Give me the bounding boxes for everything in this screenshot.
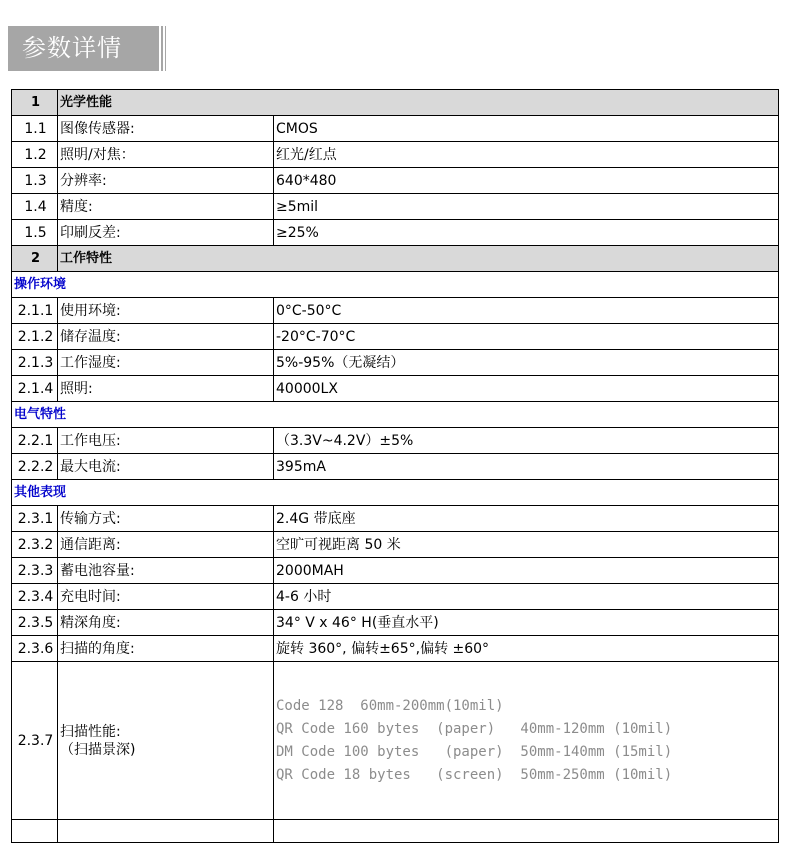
- row-number: 1.2: [12, 142, 58, 168]
- row-value: [274, 662, 779, 820]
- row-value: 2000MAH: [274, 558, 779, 584]
- spec-table: [11, 89, 779, 843]
- table-row: [12, 298, 779, 324]
- table-row: [12, 194, 779, 220]
- row-number: 1.5: [12, 220, 58, 246]
- scan-sublabel: （扫描景深): [60, 741, 136, 758]
- row-value: [274, 820, 779, 843]
- row-number: 2.1.1: [12, 298, 58, 324]
- row-value: CMOS: [274, 116, 779, 142]
- table-row: [12, 350, 779, 376]
- row-label: 工作湿度:: [58, 350, 274, 376]
- row-value: 40000LX: [274, 376, 779, 402]
- table-row-scan-performance: [12, 662, 779, 820]
- row-label: 传输方式:: [58, 506, 274, 532]
- scan-label: 扫描性能:: [60, 723, 121, 740]
- row-value: 4-6 小时: [274, 584, 779, 610]
- row-number: 2.1.3: [12, 350, 58, 376]
- banner-divider-thin: [165, 26, 166, 71]
- row-value: （3.3V~4.2V）±5%: [274, 428, 779, 454]
- row-label: 工作电压:: [58, 428, 274, 454]
- table-row: [12, 142, 779, 168]
- section-number: 2: [12, 246, 58, 272]
- row-label: 充电时间:: [58, 584, 274, 610]
- row-number: 2.2.2: [12, 454, 58, 480]
- table-row: [12, 454, 779, 480]
- group-title: 操作环境: [12, 272, 779, 298]
- table-row: [12, 610, 779, 636]
- table-row: [12, 428, 779, 454]
- row-value: 640*480: [274, 168, 779, 194]
- row-number: 2.3.3: [12, 558, 58, 584]
- row-value: 空旷可视距离 50 米: [274, 532, 779, 558]
- row-value: 0°C-50°C: [274, 298, 779, 324]
- row-value: 旋转 360°, 偏转±65°,偏转 ±60°: [274, 636, 779, 662]
- table-row: [12, 324, 779, 350]
- table-row: [12, 376, 779, 402]
- row-label: 图像传感器:: [58, 116, 274, 142]
- scan-depth-list: [276, 695, 778, 787]
- row-label: [58, 662, 274, 820]
- row-number: 2.1.2: [12, 324, 58, 350]
- group-title: 电气特性: [12, 402, 779, 428]
- section-banner: [8, 26, 159, 71]
- row-label: [58, 820, 274, 843]
- scan-depth-line: Code 128 60mm-200mm(10mil): [276, 697, 504, 714]
- row-number: 2.3.6: [12, 636, 58, 662]
- scan-depth-line: QR Code 160 bytes (paper) 40mm-120mm (10mil): [276, 720, 673, 737]
- row-number: [12, 820, 58, 843]
- row-label: 储存温度:: [58, 324, 274, 350]
- row-label: 最大电流:: [58, 454, 274, 480]
- row-label: 精度:: [58, 194, 274, 220]
- scan-depth-line: QR Code 18 bytes (screen) 50mm-250mm (10mil): [276, 766, 673, 783]
- section-title: 光学性能: [58, 90, 779, 116]
- table-row: [12, 506, 779, 532]
- row-number: 2.2.1: [12, 428, 58, 454]
- row-label: 扫描的角度:: [58, 636, 274, 662]
- scan-depth-line: DM Code 100 bytes (paper) 50mm-140mm (15mil): [276, 743, 673, 760]
- group-header-electrical: [12, 402, 779, 428]
- row-label: 照明:: [58, 376, 274, 402]
- row-number: 1.1: [12, 116, 58, 142]
- banner-divider: [161, 26, 163, 71]
- row-label: 通信距离:: [58, 532, 274, 558]
- row-number: 1.3: [12, 168, 58, 194]
- row-value: ≥5mil: [274, 194, 779, 220]
- table-row: [12, 168, 779, 194]
- row-value: 34° V x 46° H(垂直水平): [274, 610, 779, 636]
- table-row: [12, 532, 779, 558]
- row-number: 2.1.4: [12, 376, 58, 402]
- row-label: 照明/对焦：: [58, 142, 274, 168]
- row-label: 印刷反差:: [58, 220, 274, 246]
- row-number: 2.3.2: [12, 532, 58, 558]
- table-row: [12, 220, 779, 246]
- table-row-partial: [12, 820, 779, 843]
- row-number: 2.3.5: [12, 610, 58, 636]
- group-title: 其他表现: [12, 480, 779, 506]
- row-value: 红光/红点: [274, 142, 779, 168]
- table-row: [12, 558, 779, 584]
- row-number: 2.3.4: [12, 584, 58, 610]
- row-value: 5%-95%（无凝结）: [274, 350, 779, 376]
- section-number: 1: [12, 90, 58, 116]
- banner-title: 参数详情: [22, 34, 122, 62]
- table-row: [12, 636, 779, 662]
- table-row: [12, 584, 779, 610]
- row-value: 2.4G 带底座: [274, 506, 779, 532]
- row-label: 精深角度:: [58, 610, 274, 636]
- group-header-other: [12, 480, 779, 506]
- row-number: 2.3.7: [12, 662, 58, 820]
- section-header-working: [12, 246, 779, 272]
- table-row: [12, 116, 779, 142]
- row-value: ≥25%: [274, 220, 779, 246]
- row-value: -20°C-70°C: [274, 324, 779, 350]
- row-label: 分辨率:: [58, 168, 274, 194]
- row-value: 395mA: [274, 454, 779, 480]
- section-header-optical: [12, 90, 779, 116]
- section-title: 工作特性: [58, 246, 779, 272]
- row-label: 蓄电池容量:: [58, 558, 274, 584]
- row-number: 1.4: [12, 194, 58, 220]
- row-number: 2.3.1: [12, 506, 58, 532]
- group-header-environment: [12, 272, 779, 298]
- row-label: 使用环境:: [58, 298, 274, 324]
